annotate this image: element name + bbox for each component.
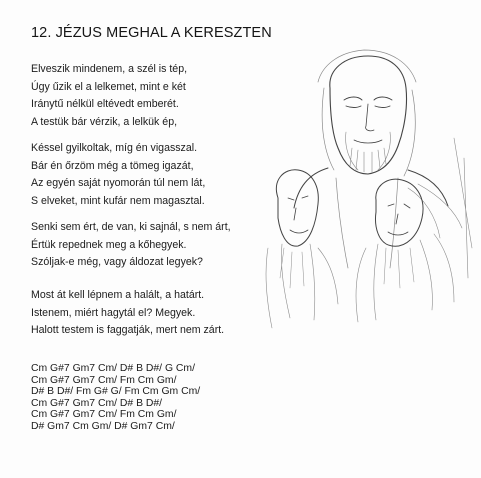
lyric-line: Úgy űzik el a lelkemet, mint e két — [31, 80, 186, 93]
chord-progression — [31, 363, 200, 433]
body-sketch — [294, 138, 472, 278]
crucifixion-sketch — [258, 48, 478, 338]
chord-line: Cm G#7 Gm7 Cm/ D# B D#/ G Cm/ — [31, 363, 195, 374]
pencil-sketch-drawing — [258, 48, 478, 338]
lyric-line: Értük repednek meg a kőhegyek. — [31, 238, 187, 251]
lyric-line: Késsel gyilkoltak, míg én vigasszal. — [31, 142, 198, 154]
central-face-sketch — [318, 50, 416, 176]
lyric-line: Istenem, miért hagytál el? Megyek. — [31, 306, 196, 319]
stanza-2 — [31, 140, 205, 210]
lyric-line: Most át kell lépnem a halált, a határt. — [31, 289, 205, 301]
song-title: 12. JÉZUS MEGHAL A KERESZTEN — [31, 25, 272, 41]
left-figure-sketch — [266, 170, 338, 328]
lyric-line: Elveszik mindenem, a szél is tép, — [31, 63, 188, 75]
right-figure-sketch — [356, 179, 454, 322]
chord-line: Cm G#7 Gm7 Cm/ Fm Cm Gm/ — [31, 409, 177, 421]
chord-line: D# Gm7 Cm Gm/ D# Gm7 Cm/ — [31, 420, 175, 432]
stanza-4 — [31, 287, 224, 340]
lyric-line: S elveket, mint kufár nem magasztal. — [31, 194, 205, 207]
lyric-line: Halott testem is faggatják, mert nem zárt. — [31, 324, 225, 337]
stanza-1 — [31, 61, 187, 131]
stanza-3 — [31, 219, 231, 272]
lyric-line: Az egyén saját nyomorán túl nem lát, — [31, 177, 206, 190]
chord-line: Cm G#7 Gm7 Cm/ Fm Cm Gm/ — [31, 374, 177, 386]
chord-line: Cm G#7 Gm7 Cm/ D# B D#/ — [31, 397, 163, 409]
lyric-line: Szóljak-e még, vagy áldozat legyek? — [31, 256, 203, 269]
lyric-line: Senki sem ért, de van, ki sajnál, s nem árt, — [31, 221, 231, 233]
lyric-line: Iránytű nélkül eltévedt emberét. — [31, 98, 179, 111]
chord-line: D# B D#/ Fm G# G/ Fm Cm Gm Cm/ — [31, 386, 201, 398]
lyric-line: Bár én őrzöm még a tömeg igazát, — [31, 159, 194, 172]
lyric-line: A testük bár vérzik, a lelkük ép, — [31, 115, 178, 128]
